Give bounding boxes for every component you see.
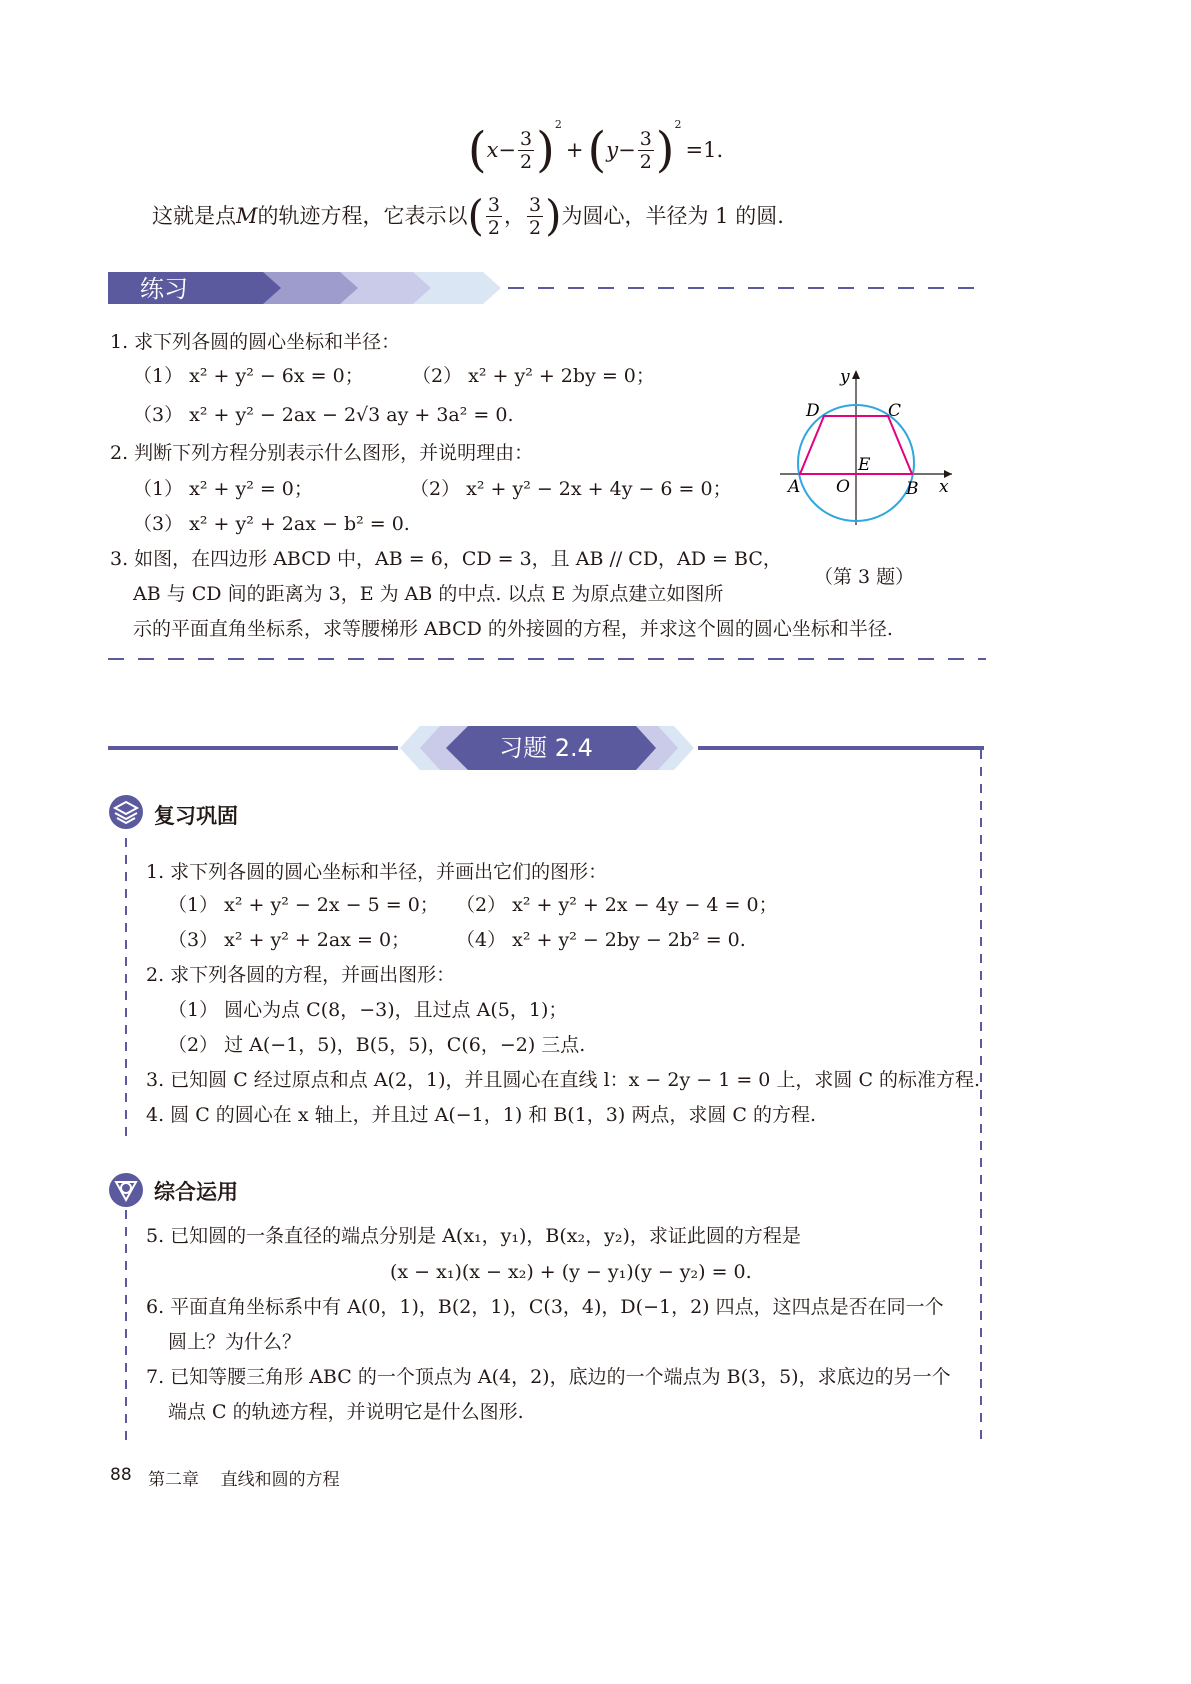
- formula-plus: +: [565, 138, 584, 162]
- point-B-label: B: [906, 479, 919, 499]
- formula-x: x: [486, 138, 499, 162]
- apply-title: 综合运用: [154, 1180, 238, 1204]
- fraction-three-halves-2: $\frac{3}{2}$: [639, 127, 652, 173]
- practice-banner: [108, 270, 988, 306]
- trapezoid-circle-figure: [772, 360, 962, 530]
- review-q4: 4. 圆 C 的圆心在 x 轴上，并且过 A(−1，1) 和 B(1，3) 两点，求圆 C 的方程.: [146, 1104, 817, 1126]
- formula-minus: −: [498, 138, 517, 162]
- review-layers-icon: [108, 794, 144, 830]
- axis-y-label: y: [840, 367, 850, 387]
- figure-caption: （第 3 题）: [814, 566, 915, 588]
- practice-q3-line3: 示的平面直角坐标系，求等腰梯形 ABCD 的外接圆的方程，并求这个圆的圆心坐标和半径.: [133, 618, 893, 640]
- review-q1-1: （1） x² + y² − 2x − 5 = 0；: [168, 894, 439, 916]
- practice-q1: 1. 求下列各圆的圆心坐标和半径：: [110, 331, 401, 353]
- practice-q3-line1: 3. 如图，在四边形 ABCD 中，AB = 6，CD = 3，且 AB // CD，AD = BC，: [110, 548, 782, 570]
- practice-divider: [108, 656, 988, 662]
- formula-equals: =1.: [685, 138, 724, 162]
- review-title: 复习巩固: [154, 804, 238, 828]
- practice-q3-line2: AB 与 CD 间的距离为 3，E 为 AB 的中点. 以点 E 为原点建立如图所: [133, 583, 724, 605]
- point-D-label: D: [806, 401, 820, 421]
- circle-equation: ( x − $\frac{3}{2}$ ) $^2$ + ( y − $\frac{3}{2}$ ) $^2$ =1.: [467, 118, 724, 178]
- apply-q6-line1: 6. 平面直角坐标系中有 A(0，1)，B(2，1)，C(3，4)，D(−1，2) 四点，这四点是否在同一个: [146, 1296, 944, 1318]
- review-q1: 1. 求下列各圆的圆心坐标和半径，并画出它们的图形：: [146, 861, 608, 883]
- page-number: 88: [110, 1465, 132, 1485]
- locus-statement: 这就是点 M 的轨迹方程，它表示以 ( $\frac{3}{2}$ ， $\frac{3}{2}$ ) 为圆心，半径为 1 的圆.: [152, 191, 784, 240]
- apply-triangle-icon: [108, 1172, 144, 1208]
- apply-q7-line1: 7. 已知等腰三角形 ABC 的一个顶点为 A(4，2)，底边的一个端点为 B(3，5)，求底边的另一个: [146, 1366, 951, 1388]
- practice-q2-1: （1） x² + y² = 0；: [133, 478, 313, 500]
- point-C-label: C: [888, 401, 902, 421]
- practice-q2-2: （2） x² + y² − 2x + 4y − 6 = 0；: [410, 478, 732, 500]
- chapter-title: 第二章 直线和圆的方程: [148, 1470, 340, 1490]
- review-q1-4: （4） x² + y² − 2by − 2b² = 0.: [456, 929, 746, 951]
- point-E-label: E: [858, 455, 871, 475]
- apply-q7-line2: 端点 C 的轨迹方程，并说明它是什么图形.: [168, 1401, 524, 1423]
- review-q3: 3. 已知圆 C 经过原点和点 A(2，1)，并且圆心在直线 l：x − 2y − 1 = 0 上，求圆 C 的标准方程.: [146, 1069, 981, 1091]
- review-q2-1: （1） 圆心为点 C(8，−3)，且过点 A(5，1)；: [168, 999, 568, 1021]
- left-paren: (: [467, 122, 487, 178]
- practice-title: 练习: [140, 275, 188, 303]
- practice-q1-3: （3） x² + y² − 2ax − 2√3 ay + 3a² = 0.: [133, 404, 514, 426]
- review-q1-2: （2） x² + y² + 2x − 4y − 4 = 0；: [456, 894, 778, 916]
- apply-q6-line2: 圆上？为什么？: [168, 1331, 302, 1353]
- axis-x-label: x: [939, 477, 949, 497]
- apply-q5-equation: (x − x₁)(x − x₂) + (y − y₁)(y − y₂) = 0.: [390, 1261, 752, 1283]
- exercise-title: 习题 2.4: [499, 734, 593, 762]
- review-q2: 2. 求下列各圆的方程，并画出图形：: [146, 964, 456, 986]
- review-q1-3: （3） x² + y² + 2ax = 0；: [168, 929, 411, 951]
- practice-q2-3: （3） x² + y² + 2ax − b² = 0.: [133, 513, 410, 535]
- review-q2-2: （2） 过 A(−1，5)，B(5，5)，C(6，−2) 三点.: [168, 1034, 586, 1056]
- practice-q2: 2. 判断下列方程分别表示什么图形，并说明理由：: [110, 442, 534, 464]
- point-A-label: A: [788, 477, 801, 497]
- apply-q5: 5. 已知圆的一条直径的端点分别是 A(x₁，y₁)，B(x₂，y₂)，求证此圆的方程是: [146, 1225, 801, 1247]
- practice-q1-1: （1） x² + y² − 6x = 0；: [133, 365, 364, 387]
- fraction-three-halves: $\frac{3}{2}$: [520, 127, 533, 173]
- practice-q1-2: （2） x² + y² + 2by = 0；: [412, 365, 655, 387]
- point-O-label: O: [836, 477, 850, 497]
- formula-y: y: [606, 138, 619, 162]
